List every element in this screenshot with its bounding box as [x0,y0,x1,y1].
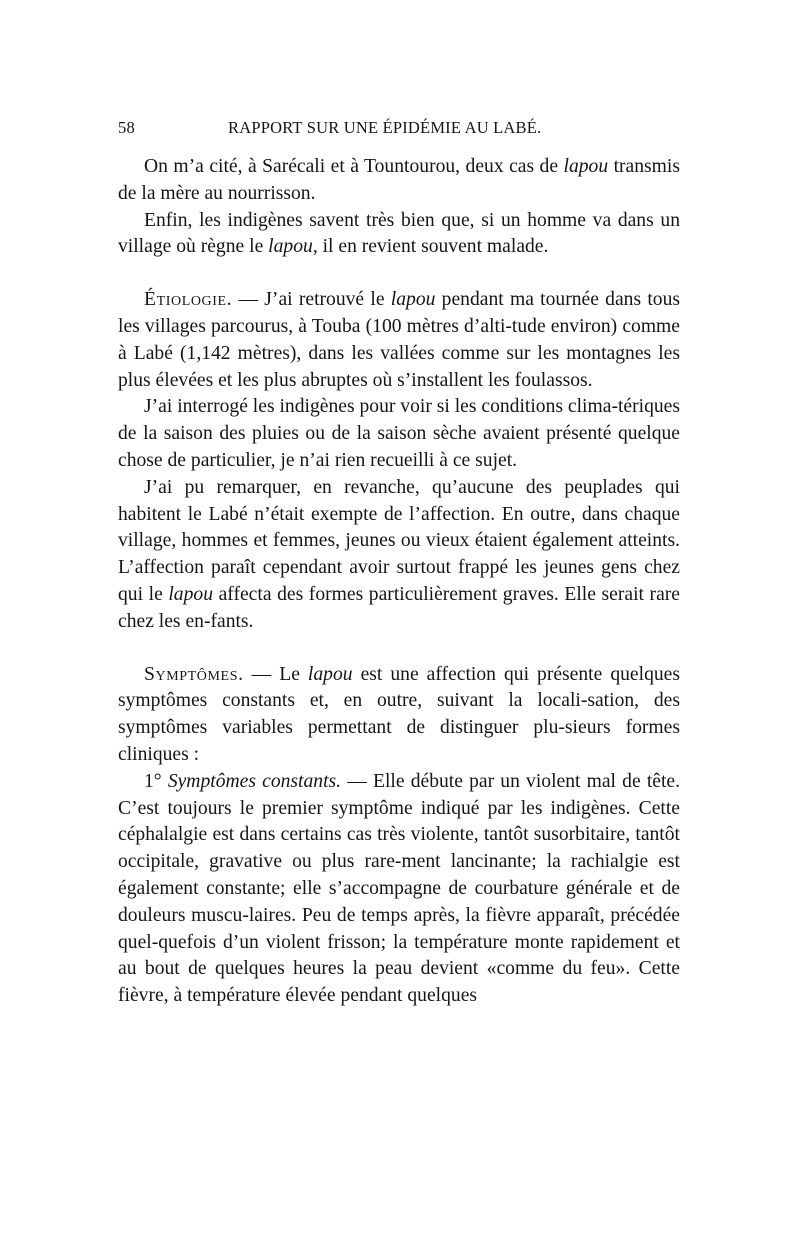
running-header [118,118,680,148]
section-heading-symptomes: Symptômes. [144,663,244,685]
italic-term: lapou [268,236,313,258]
paragraph-text: J’ai pu remarquer, en revanche, qu’aucune des peuplades qui habitent le Labé n’était exempte de l’affection. En outre, dans chaque village, hommes et femmes, jeunes ou vieux étaient également atteints. L’affection paraît cependant avoir surtout frappé les jeunes gens chez qui le [118,476,680,605]
italic-term: lapou [390,289,436,311]
em-dash: — [341,770,373,792]
paragraph-contagion [118,208,680,262]
paragraph-peuplades [118,475,680,636]
paragraph-symptomes-constants [118,769,680,1010]
running-title: RAPPORT SUR UNE ÉPIDÉMIE AU LABÉ. [228,118,542,137]
subheading-symptomes-constants: Symptômes constants. [167,770,342,792]
paragraph-text: Le [279,663,308,685]
italic-term: lapou [307,663,353,685]
paragraph-text: pendant ma tournée dans tous les villages parcourus, à Touba (100 mètres d’alti-tude environ) comme à Labé (1,142 mètres), dans les vallées comme sur les montagnes les plus élevées et les plus abruptes où s’installent les foulassos. [118,289,680,391]
book-page [118,118,680,1010]
paragraph-text: J’ai retrouvé le [264,289,391,311]
italic-term: lapou [168,583,213,605]
paragraph-text: On m’a cité, à Sarécali et à Tountourou, deux cas de [144,156,564,177]
em-dash: — [232,289,265,311]
paragraph-text: transmis de la mère au nourrisson. [118,156,680,204]
paragraph-text: Enfin, les indigènes savent très bien que, si un homme va dans un village où règne le [118,209,680,258]
paragraph-climat [118,394,680,474]
list-number: 1° [144,770,162,792]
paragraph-text: Elle débute par un violent mal de tête. C’est toujours le premier symptôme indiqué par les indigènes. Cette céphalalgie est dans certains cas très violente, tantôt susorbitaire, tantôt occipitale, gravative ou plus rare-ment lancinante; la rachialgie est également constante; elle s’accompagne de courbature générale et de douleurs muscu-laires. Peu de temps après, la fièvre apparaît, précédée quel-quefois d’un violent frisson; la température monte rapidement et au bout de quelques heures la peau devient «comme du feu». Cette fièvre, à température élevée pendant quelques [118,770,680,1007]
em-dash: — [243,663,280,685]
paragraph-transmission [118,154,680,208]
paragraph-text: est une affection qui présente quelques symptômes constants et, en outre, suivant la locali-sation, des symptômes variables permettant de distinguer plu-sieurs formes cliniques : [118,663,680,765]
paragraph-etiologie [118,287,680,394]
paragraph-text: J’ai interrogé les indigènes pour voir si les conditions clima-tériques de la saison des pluies ou de la saison sèche avaient présenté quelque chose de particulier, je n’ai rien recueilli à ce sujet. [118,396,680,471]
italic-term: lapou [563,156,609,177]
paragraph-text: , il en revient souvent malade. [312,236,549,258]
paragraph-text: affecta des formes particulièrement graves. Elle serait rare chez les en-fants. [118,583,680,632]
paragraph-symptomes [118,662,680,769]
section-heading-etiologie: Étiologie. [144,289,233,311]
page-number: 58 [118,118,136,137]
